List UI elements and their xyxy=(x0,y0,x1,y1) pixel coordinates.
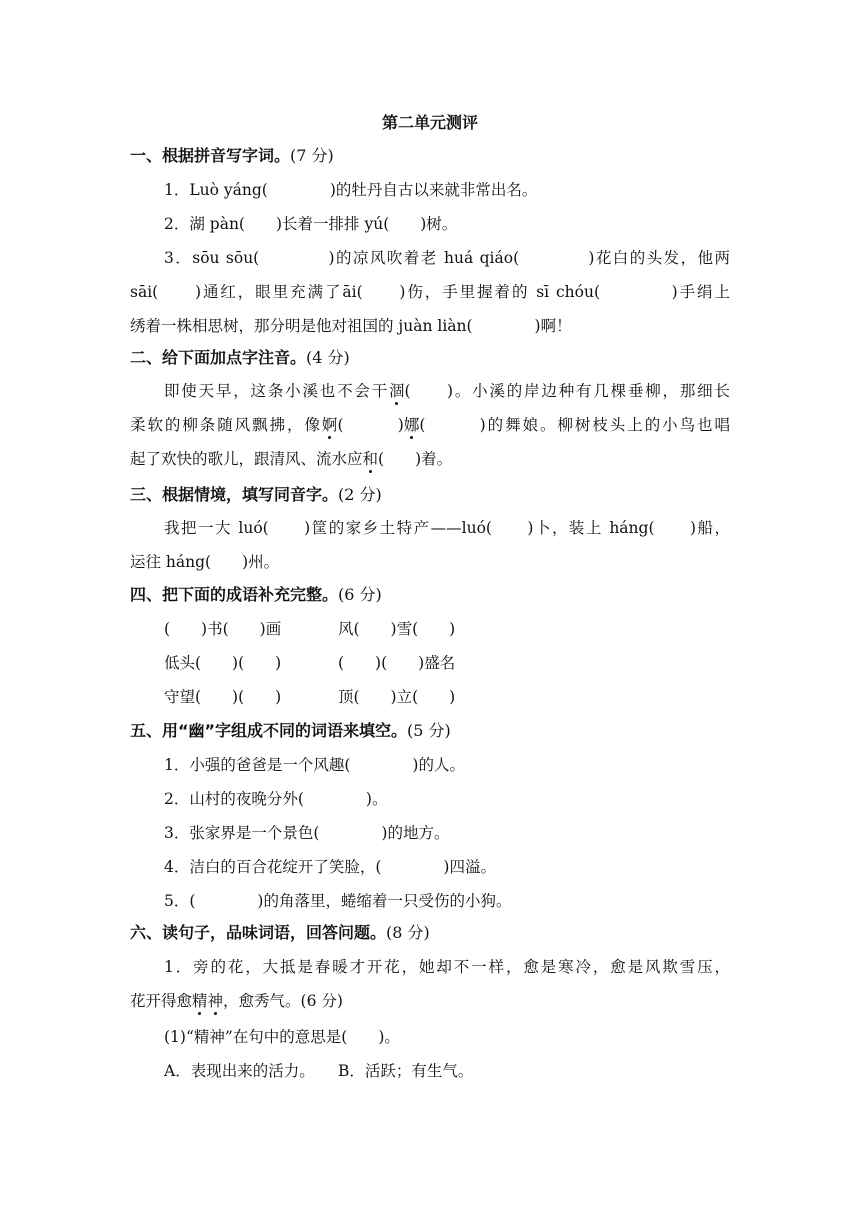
section-5-heading xyxy=(130,721,451,741)
section-1-line-1: 1．Luò yáng( )的牡丹自古以来就非常出名。 xyxy=(164,181,538,199)
idiom-item: 守望( )( ) xyxy=(164,688,282,706)
section-2-line-3 xyxy=(130,449,452,469)
section-2-line-2 xyxy=(130,415,730,435)
section-4-score: (6 分) xyxy=(338,585,382,604)
section-1-heading xyxy=(130,146,334,166)
section-6-question-1: (1)“精神”在句中的意思是( )。 xyxy=(164,1028,400,1046)
section-1-line-4: sāi( )通红，眼里充满了āi( )伤，手里握着的 sī chóu( )手绢上 xyxy=(130,283,730,301)
text-run: ( )的舞娘。柳树枝头上的小鸟也唱 xyxy=(419,416,730,434)
text-run: ( ) xyxy=(337,416,404,434)
section-3-line-2: 运往 háng( )州。 xyxy=(130,553,280,571)
idiom-item: 低头( )( ) xyxy=(164,654,282,672)
section-1-score: (7 分) xyxy=(290,146,334,165)
dotted-char: 娜 xyxy=(403,416,420,434)
dotted-char: 涸 xyxy=(389,382,405,400)
dotted-char: 精 xyxy=(192,992,208,1010)
dotted-char: 婀 xyxy=(321,416,338,434)
text-run: ，愈秀气。(6 分) xyxy=(223,992,343,1010)
section-6-score: (8 分) xyxy=(386,923,430,942)
section-4-heading xyxy=(130,585,382,605)
section-5-score: (5 分) xyxy=(407,721,451,740)
section-6-heading xyxy=(130,923,430,943)
section-5-heading-text: 五、用“幽”字组成不同的词语来填空。 xyxy=(130,721,408,740)
section-5-line-5: 5．( )的角落里，蜷缩着一只受伤的小狗。 xyxy=(164,892,512,910)
section-3-heading-text: 三、根据情境，填写同音字。 xyxy=(130,485,339,504)
section-5-line-4: 4．洁白的百合花绽开了笑脸，( )四溢。 xyxy=(164,858,496,876)
section-1-line-3: 3．sōu sōu( )的凉风吹着老 huá qiáo( )花白的头发，他两 xyxy=(164,249,730,267)
section-3-heading xyxy=(130,485,382,505)
text-run: ( )着。 xyxy=(378,450,453,468)
text-run: 花开得愈 xyxy=(130,992,193,1010)
section-1-heading-text: 一、根据拼音写字词。 xyxy=(130,146,291,165)
idiom-item: ( )( )盛名 xyxy=(338,654,456,672)
section-3-score: (2 分) xyxy=(338,485,382,504)
idiom-item: 顶( )立( ) xyxy=(338,688,456,706)
text-run: 起了欢快的歌儿，跟清风、流水应 xyxy=(130,450,363,468)
section-6-options: A．表现出来的活力。 B．活跃；有生气。 xyxy=(164,1062,474,1080)
dotted-char: 和 xyxy=(362,450,379,468)
text-run: ( )。小溪的岸边种有几棵垂柳，那细长 xyxy=(404,382,730,400)
page-title: 第二单元测评 xyxy=(381,113,478,132)
section-4-heading-text: 四、把下面的成语补充完整。 xyxy=(130,585,339,604)
idiom-item: 风( )雪( ) xyxy=(338,620,456,638)
section-5-line-2: 2．山村的夜晚分外( )。 xyxy=(164,790,388,808)
section-2-heading-text: 二、给下面加点字注音。 xyxy=(130,348,307,367)
dotted-char: 神 xyxy=(207,992,224,1010)
section-5-line-1: 1．小强的爸爸是一个风趣( )的人。 xyxy=(164,756,465,774)
section-5-line-3: 3．张家界是一个景色( )的地方。 xyxy=(164,824,450,842)
text-run: 即使天早，这条小溪也不会干 xyxy=(164,382,390,400)
section-6-heading-text: 六、读句子，品味词语，回答问题。 xyxy=(130,923,387,942)
section-6-line-2 xyxy=(130,991,343,1011)
text-run: 柔软的柳条随风飘拂，像 xyxy=(130,416,322,434)
section-2-heading xyxy=(130,348,350,368)
idiom-item: ( )书( )画 xyxy=(164,620,282,638)
section-1-line-5: 绣着一株相思树，那分明是他对祖国的 juàn liàn( )啊！ xyxy=(130,317,572,335)
section-2-line-1 xyxy=(164,381,730,401)
section-3-line-1: 我把一大 luó( )筐的家乡土特产——luó( )卜，装上 háng( )船， xyxy=(164,519,730,537)
section-6-line-1: 1．旁的花，大抵是春暖才开花，她却不一样，愈是寒冷，愈是风欺雪压， xyxy=(164,958,730,976)
section-2-score: (4 分) xyxy=(306,348,350,367)
section-1-line-2: 2．湖 pàn( )长着一排排 yú( )树。 xyxy=(164,215,458,233)
